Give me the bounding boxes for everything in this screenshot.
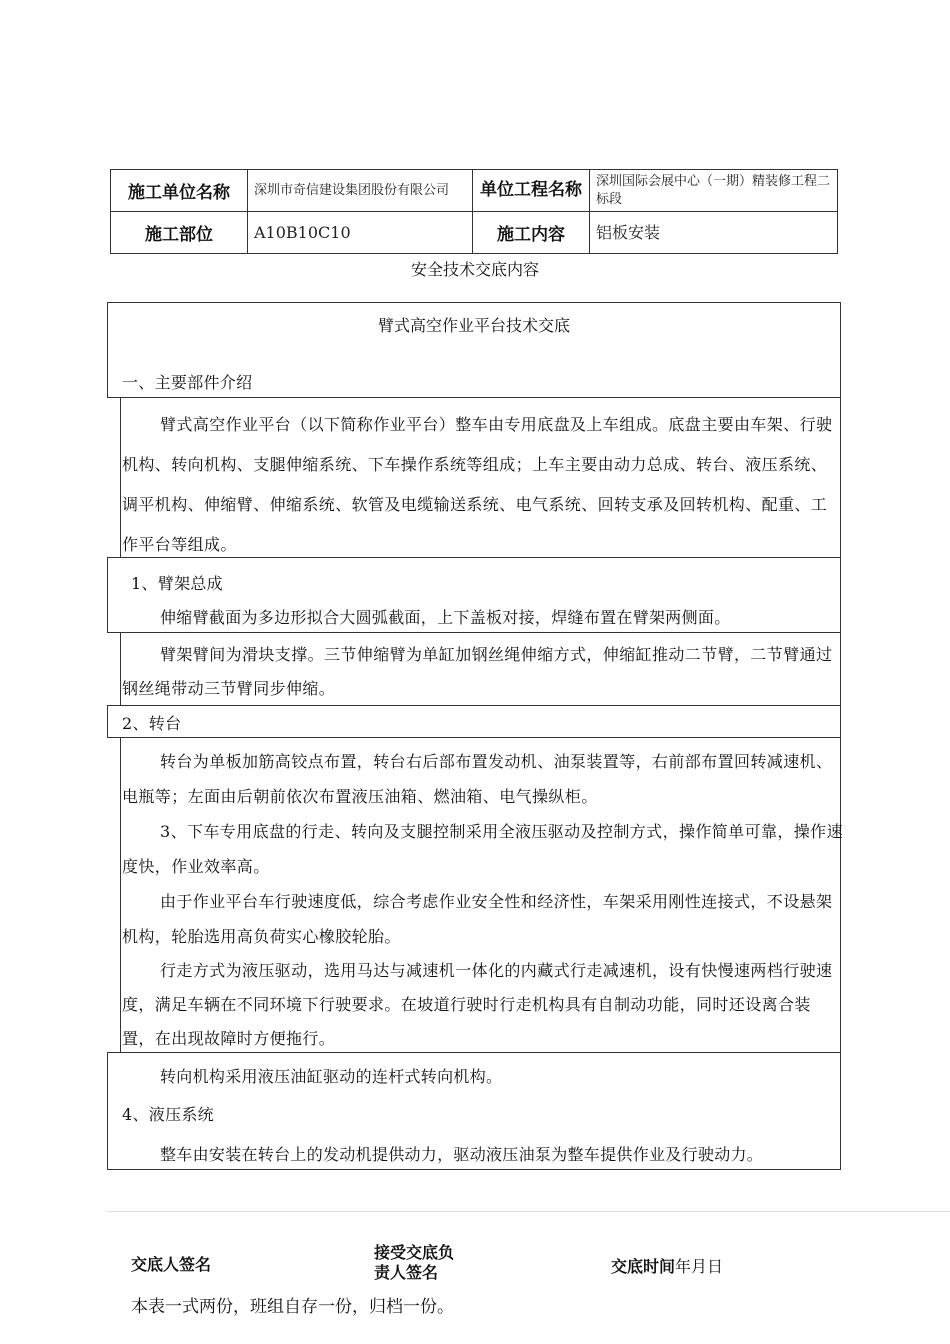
chassis-paragraph-3: 行走方式为液压驱动，选用马达与减速机一体化的内藏式行走减速机，设有快慢速两档行驶速度，满足车辆在不同环境下行驶要求。在坡道行驶时行走机构具有自制动功能，同时还设离合装置，在出现故障时方便拖行。	[122, 961, 833, 1048]
location-value: A10B10C10	[248, 212, 473, 254]
turntable-heading: 2、转台	[122, 714, 182, 733]
hydraulic-heading: 4、液压系统	[122, 1105, 214, 1124]
section-caption: 安全技术交底内容	[410, 260, 539, 279]
turntable-heading-box	[107, 705, 841, 738]
content-label: 施工内容	[473, 212, 590, 254]
hydraulic-paragraph: 整车由安装在转台上的发动机提供动力，驱动液压油泵为整车提供作业及行驶动力。	[160, 1145, 764, 1164]
time-value: 年月日	[675, 1257, 724, 1276]
arm-paragraph-1: 伸缩臂截面为多边形拟合大圆弧截面，上下盖板对接，焊缝布置在臂架两侧面。	[160, 608, 731, 627]
section-heading: 一、主要部件介绍	[122, 373, 253, 392]
header-info-table	[110, 169, 838, 254]
unit-value: 深圳市奇信建设集团股份有限公司	[248, 170, 473, 212]
intro-paragraph: 臂式高空作业平台（以下简称作业平台）整车由专用底盘及上车组成。底盘主要由车架、行驶机构、转向机构、支腿伸缩系统、下车操作系统等组成；上车主要由动力总成、转台、液压系统、调平机构、伸缩臂、伸缩系统、软管及电缆输送系统、电气系统、回转支承及回转机构、配重、工作平台等组成。	[122, 415, 833, 554]
project-value: 深圳国际会展中心（一期）精装修工程二标段	[590, 170, 838, 212]
footer-divider	[107, 1211, 950, 1212]
project-label: 单位工程名称	[473, 170, 590, 212]
turntable-paragraph: 转台为单板加筋高铰点布置，转台右后部布置发动机、油泵装置等，右前部布置回转减速机、电瓶等；左面由后朝前依次布置液压油箱、燃油箱、电气操纵柜。	[122, 752, 833, 806]
arm-heading: 1、臂架总成	[131, 574, 223, 593]
discloser-signature-label: 交底人签名	[131, 1255, 212, 1274]
location-label: 施工部位	[111, 212, 248, 254]
doc-title: 臂式高空作业平台技术交底	[377, 316, 570, 335]
footer-note: 本表一式两份，班组自存一份，归档一份。	[131, 1297, 454, 1317]
steering-paragraph: 转向机构采用液压油缸驱动的连杆式转向机构。	[160, 1067, 503, 1086]
chassis-paragraph-1: 3、下车专用底盘的行走、转向及支腿控制采用全液压驱动及控制方式，操作简单可靠，操作速度快，作业效率高。	[122, 822, 843, 876]
unit-label: 施工单位名称	[111, 170, 248, 212]
receiver-signature-label: 接受交底负责人签名	[374, 1243, 455, 1282]
disclosure-time	[611, 1254, 723, 1277]
time-label: 交底时间	[611, 1257, 676, 1276]
arm-paragraph-2: 臂架臂间为滑块支撑。三节伸缩臂为单缸加钢丝绳伸缩方式，伸缩缸推动二节臂，二节臂通过钢丝绳带动三节臂同步伸缩。	[122, 645, 833, 698]
content-value: 铝板安装	[590, 212, 838, 254]
chassis-paragraph-2: 由于作业平台车行驶速度低，综合考虑作业安全性和经济性，车架采用刚性连接式，不设悬架机构，轮胎选用高负荷实心橡胶轮胎。	[122, 892, 833, 946]
